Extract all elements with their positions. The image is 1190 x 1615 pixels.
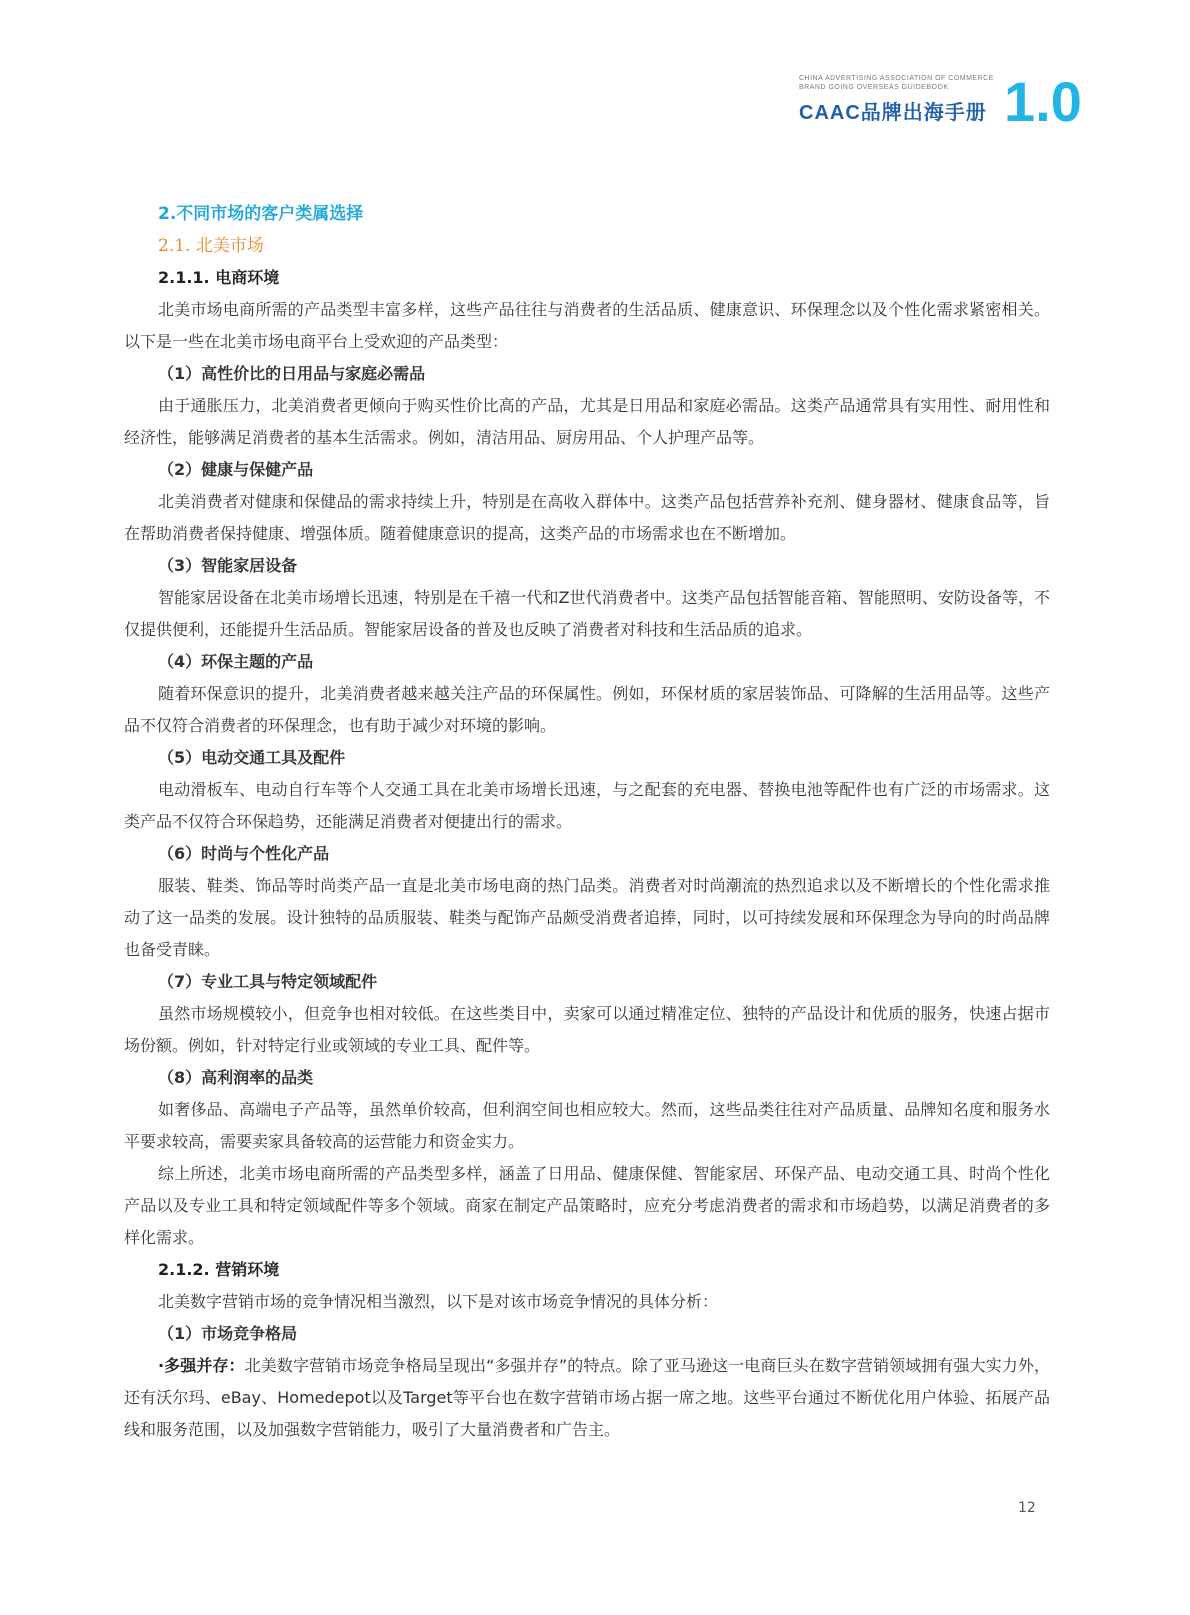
section-title: 2.不同市场的客户类属选择 [158,204,364,224]
item-title: （1）高性价比的日用品与家庭必需品 [158,364,426,383]
bullet-paragraph [124,1350,1050,1446]
summary-paragraph: 综上所述，北美市场电商所需的产品类型多样，涵盖了日用品、健康保健、智能家居、环保产品、电动交通工具、时尚个性化产品以及专业工具和特定领域配件等多个领域。商家在制定产品策略时，应充分考虑消费者的需求和市场趋势，以满足消费者的多样化需求。 [124,1164,1050,1247]
item-text: 智能家居设备在北美市场增长迅速，特别是在千禧一代和Z世代消费者中。这类产品包括智能音箱、智能照明、安防设备等，不仅提供便利，还能提升生活品质。智能家居设备的普及也反映了消费者对科技和生活品质的追求。 [124,588,1050,639]
page-content [124,198,1050,1446]
bullet-text: 北美数字营销市场竞争格局呈现出“多强并存”的特点。除了亚马逊这一电商巨头在数字营销领域拥有强大实力外，还有沃尔玛、eBay、Homedepot以及Target等平台也在数字营销市场占据一席之地。这些平台通过不断优化用户体验、拓展产品线和服务范围，以及加强数字营销能力，吸引了大量消费者和广告主。 [124,1356,1050,1439]
intro-paragraph: 北美市场电商所需的产品类型丰富多样，这些产品往往与消费者的生活品质、健康意识、环保理念以及个性化需求紧密相关。以下是一些在北美市场电商平台上受欢迎的产品类型： [124,300,1050,351]
item-title: （3）智能家居设备 [158,556,298,575]
item-text: 电动滑板车、电动自行车等个人交通工具在北美市场增长迅速，与之配套的充电器、替换电池等配件也有广泛的市场需求。这类产品不仅符合环保趋势，还能满足消费者对便捷出行的需求。 [124,780,1050,831]
subsection-title: 2.1. 北美市场 [158,236,264,256]
marketing-intro: 北美数字营销市场的竞争情况相当激烈，以下是对该市场竞争情况的具体分析： [158,1292,719,1311]
item-text: 如奢侈品、高端电子产品等，虽然单价较高，但利润空间也相应较大。然而，这些品类往往对产品质量、品牌知名度和服务水平要求较高，需要卖家具备较高的运营能力和资金实力。 [124,1100,1050,1151]
brand-header [799,74,994,125]
competition-title: （1）市场竞争格局 [158,1324,298,1343]
item-text: 服装、鞋类、饰品等时尚类产品一直是北美市场电商的热门品类。消费者对时尚潮流的热烈追求以及不断增长的个性化需求推动了这一品类的发展。设计独特的品质服装、鞋类与配饰产品颇受消费者追捧，同时，以可持续发展和环保理念为导向的时尚品牌也备受青睐。 [124,876,1050,959]
item-title: （6）时尚与个性化产品 [158,844,330,863]
page-number: 12 [1018,1500,1036,1516]
marketing-heading: 2.1.2. 营销环境 [158,1260,280,1279]
header-version: 1.0 [1004,70,1082,133]
item-title: （5）电动交通工具及配件 [158,748,346,767]
header-org-name: CHINA ADVERTISING ASSOCIATION OF COMMERCE [799,75,994,82]
item-title: （7）专业工具与特定领域配件 [158,972,378,991]
header-title: CAAC品牌出海手册 [799,102,987,124]
item-title: （4）环保主题的产品 [158,652,314,671]
ecommerce-heading: 2.1.1. 电商环境 [158,268,280,287]
item-text: 由于通胀压力，北美消费者更倾向于购买性价比高的产品，尤其是日用品和家庭必需品。这类产品通常具有实用性、耐用性和经济性，能够满足消费者的基本生活需求。例如，清洁用品、厨房用品、个人护理产品等。 [124,396,1050,447]
item-title: （2）健康与保健产品 [158,460,314,479]
item-text: 虽然市场规模较小，但竞争也相对较低。在这些类目中，卖家可以通过精准定位、独特的产品设计和优质的服务，快速占据市场份额。例如，针对特定行业或领域的专业工具、配件等。 [124,1004,1050,1055]
item-title: （8）高利润率的品类 [158,1068,314,1087]
header-guidebook-name: BRAND GOING OVERSEAS GUIDEBOOK [799,84,949,91]
bullet-label: ·多强并存： [158,1356,245,1375]
item-text: 随着环保意识的提升，北美消费者越来越关注产品的环保属性。例如，环保材质的家居装饰品、可降解的生活用品等。这些产品不仅符合消费者的环保理念，也有助于减少对环境的影响。 [124,684,1050,735]
item-text: 北美消费者对健康和保健品的需求持续上升，特别是在高收入群体中。这类产品包括营养补充剂、健身器材、健康食品等，旨在帮助消费者保持健康、增强体质。随着健康意识的提高，这类产品的市场需求也在不断增加。 [124,492,1050,543]
